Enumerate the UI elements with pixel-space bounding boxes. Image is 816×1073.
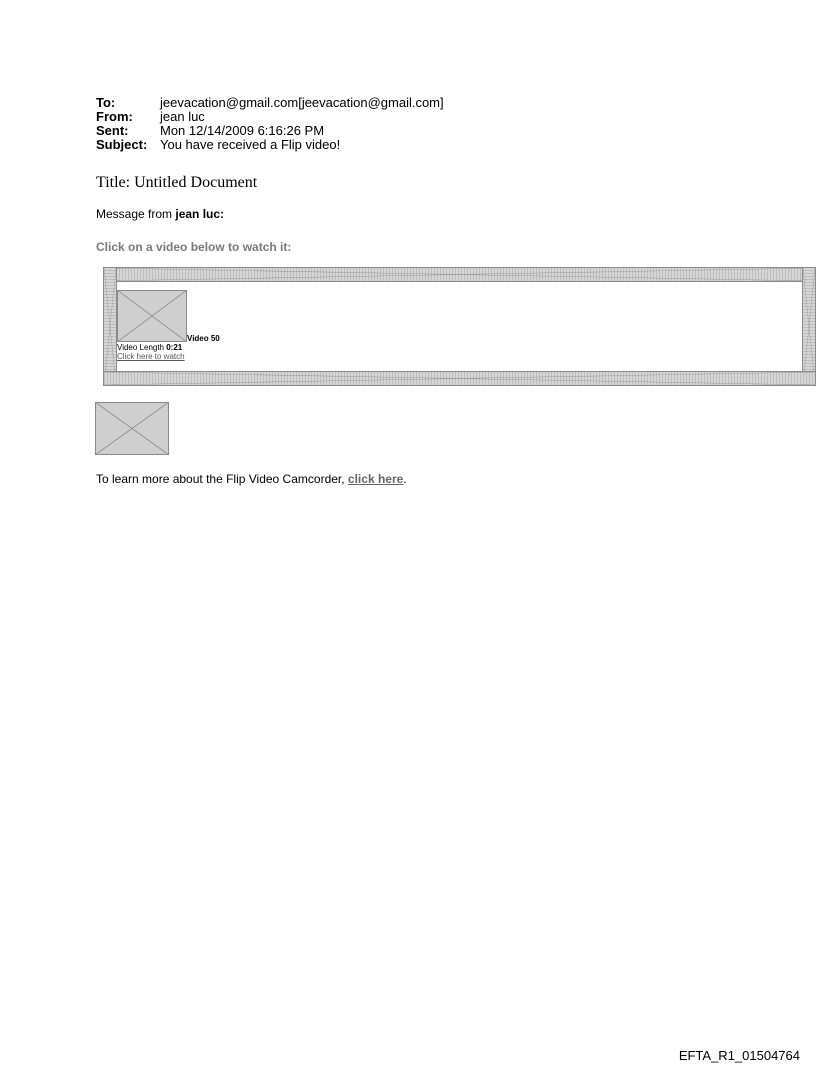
broken-image-icon: [803, 268, 815, 385]
subject-row: [96, 138, 444, 152]
broken-image-icon: [104, 372, 815, 385]
watch-instruction: Click on a video below to watch it:: [96, 240, 292, 254]
message-from: [96, 207, 224, 221]
video-length-label: Video Length: [117, 343, 167, 352]
message-prefix: Message from: [96, 207, 176, 221]
flip-logo-image[interactable]: [95, 402, 169, 455]
learn-more-link[interactable]: click here: [347, 472, 404, 486]
frame-left-image: [103, 267, 117, 386]
video-length: [117, 343, 182, 352]
to-label: To:: [96, 95, 116, 110]
video-table: [103, 267, 816, 386]
learn-more-text: [96, 472, 407, 486]
video-length-value: 0:21: [166, 343, 183, 352]
from-row: [96, 110, 444, 124]
broken-image-icon: [117, 290, 187, 342]
document-id: EFTA_R1_01504764: [678, 1048, 800, 1063]
broken-image-icon: [104, 268, 815, 281]
video-title: Video 50: [187, 334, 220, 343]
from-label: From:: [96, 109, 133, 124]
video-cell: [117, 282, 802, 371]
subject-value: You have received a Flip video!: [160, 137, 341, 152]
message-sender: jean luc:: [175, 207, 225, 221]
email-header: [96, 96, 444, 152]
broken-image-icon: [95, 402, 169, 455]
to-value: jeevacation@gmail.com[jeevacation@gmail.com]: [160, 95, 444, 110]
frame-right-image: [802, 267, 816, 386]
learn-more-suffix: .: [403, 472, 407, 486]
to-row: [96, 96, 444, 110]
sent-row: [96, 124, 444, 138]
sent-label: Sent:: [96, 123, 129, 138]
video-thumbnail[interactable]: [117, 290, 187, 342]
sent-value: Mon 12/14/2009 6:16:26 PM: [160, 123, 325, 138]
subject-label: Subject:: [96, 137, 148, 152]
frame-top-image: [103, 267, 816, 282]
learn-more-prefix: To learn more about the Flip Video Camcorder,: [96, 472, 348, 486]
frame-bottom-image: [103, 371, 816, 386]
from-value: jean luc: [160, 109, 205, 124]
watch-video-link[interactable]: Click here to watch: [117, 352, 185, 361]
document-title: Title: Untitled Document: [96, 174, 258, 191]
broken-image-icon: [104, 268, 116, 385]
